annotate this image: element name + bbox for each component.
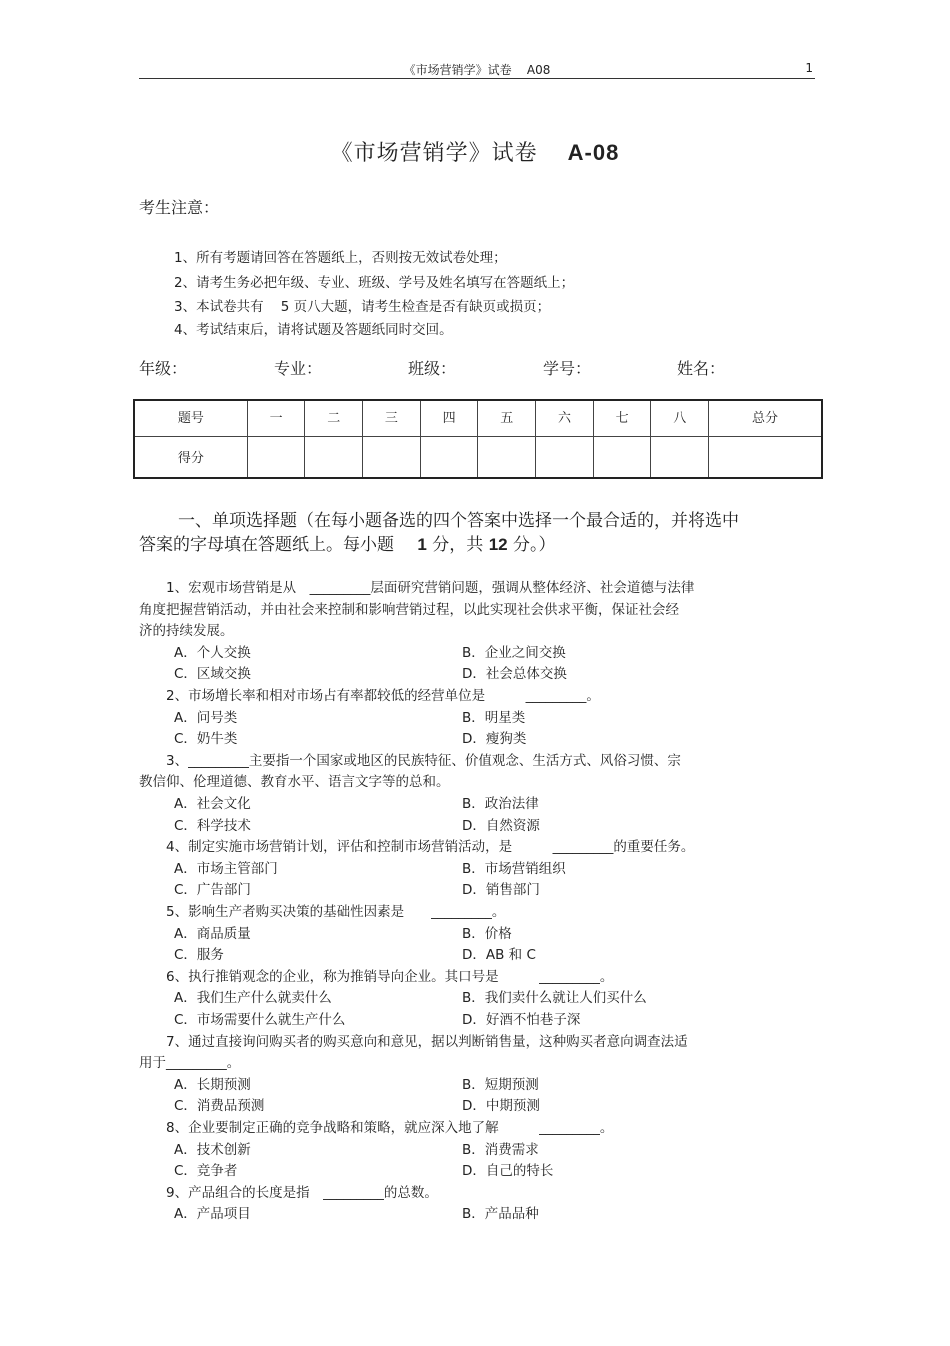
score-header-cell: 一 <box>247 400 305 436</box>
student-id-label: 学号： <box>543 359 592 378</box>
header-title: 《市场营销学》试卷 A08 <box>403 63 551 77</box>
answer-option: A．问号类 <box>174 709 238 726</box>
answer-option: D．瘦狗类 <box>462 731 527 748</box>
answer-option: A．商品质量 <box>174 925 251 942</box>
section-instruction: 答案的字母填在答题纸上。每小题 <box>139 535 394 555</box>
answer-option: B．企业之间交换 <box>462 644 566 661</box>
question-text: 2、市场增长率和相对市场占有率都较低的经营单位是 _________。 <box>139 688 600 704</box>
major-label: 专业： <box>274 359 323 378</box>
points-per-question: 1 <box>417 535 427 554</box>
score-header-cell: 题号 <box>134 400 247 436</box>
score-cell <box>247 436 305 478</box>
question-text: 1、宏观市场营销是从 _________层面研究营销问题，强调从整体经济、社会道德与法律 <box>139 580 695 596</box>
score-header-cell: 七 <box>593 400 651 436</box>
answer-option: C．区域交换 <box>174 666 251 683</box>
score-cell <box>305 436 363 478</box>
question-text: 9、产品组合的长度是指 _________的总数。 <box>139 1184 438 1201</box>
answer-option: D．自己的特长 <box>462 1163 554 1180</box>
question-text: 6、执行推销观念的企业，称为推销导向企业。其口号是 _________。 <box>139 968 614 985</box>
score-cell <box>363 436 421 478</box>
section-instruction: 分。） <box>513 535 556 555</box>
score-header-cell: 六 <box>536 400 594 436</box>
score-cell <box>478 436 536 478</box>
page-number: 1 <box>805 61 813 75</box>
answer-option: D．自然资源 <box>462 817 540 834</box>
answer-option: D．社会总体交换 <box>462 666 567 683</box>
score-header-cell: 总分 <box>709 400 822 436</box>
class-label: 班级： <box>408 359 457 378</box>
answer-option: B．我们卖什么就让人们买什么 <box>462 990 647 1007</box>
notice-item: 4、考试结束后，请将试题及答题纸同时交回。 <box>174 322 453 338</box>
answer-option: A．技术创新 <box>174 1141 251 1158</box>
score-cell <box>536 436 594 478</box>
score-row-label: 得分 <box>134 436 247 478</box>
answer-option: A．社会文化 <box>174 796 251 812</box>
answer-option: B．价格 <box>462 925 512 942</box>
answer-option: D．AB 和 C <box>462 947 536 964</box>
question-text: 7、通过直接询问购买者的购买意向和意见，据以判断销售量，这种购买者意向调查法适 <box>139 1033 688 1050</box>
score-cell <box>593 436 651 478</box>
notice-heading: 考生注意： <box>139 198 220 217</box>
question-text: 用于_________。 <box>139 1055 241 1072</box>
answer-option: A．产品项目 <box>174 1206 251 1223</box>
score-cell <box>709 436 822 478</box>
score-cell <box>651 436 709 478</box>
question-text: 角度把握营销活动，并由社会来控制和影响营销过程，以此实现社会供求平衡，保证社会经 <box>139 601 679 618</box>
total-points: 12 <box>488 535 508 554</box>
section-heading-line1: 一、单项选择题（在每小题备选的四个答案中选择一个最合适的，并将选中 <box>178 511 739 531</box>
answer-option: B．市场营销组织 <box>462 860 566 877</box>
answer-option: B．明星类 <box>462 709 526 726</box>
section-instruction: 分，共 <box>432 535 484 555</box>
answer-option: C．竞争者 <box>174 1163 238 1180</box>
answer-option: B．产品品种 <box>462 1206 539 1223</box>
score-header-cell: 二 <box>305 400 363 436</box>
question-text: 济的持续发展。 <box>139 623 234 640</box>
exam-title-main: 《市场营销学》试卷 <box>330 141 538 166</box>
answer-option: A．长期预测 <box>174 1076 251 1093</box>
answer-option: C．消费品预测 <box>174 1098 265 1115</box>
grade-label: 年级： <box>139 359 188 378</box>
answer-option: A．个人交换 <box>174 644 251 661</box>
answer-option: C．服务 <box>174 947 224 964</box>
answer-option: C．市场需要什么就生产什么 <box>174 1012 346 1028</box>
section-heading-line2 <box>139 530 556 555</box>
score-header-cell: 四 <box>420 400 478 436</box>
answer-option: A．我们生产什么就卖什么 <box>174 990 332 1007</box>
answer-option: C．广告部门 <box>174 882 251 899</box>
answer-option: B．消费需求 <box>462 1141 539 1158</box>
exam-code: A-08 <box>567 140 620 165</box>
score-table-header-row <box>134 400 822 436</box>
exam-title <box>0 136 950 167</box>
answer-option: A．市场主管部门 <box>174 860 278 877</box>
name-label: 姓名： <box>677 359 726 378</box>
answer-option: B．短期预测 <box>462 1076 539 1093</box>
score-cell <box>420 436 478 478</box>
score-header-cell: 八 <box>651 400 709 436</box>
question-text: 4、制定实施市场营销计划，评估和控制市场营销活动，是 _________的重要任务。 <box>139 839 695 856</box>
question-text: 5、影响生产者购买决策的基础性因素是 _________。 <box>139 904 506 920</box>
answer-option: D．中期预测 <box>462 1098 540 1115</box>
page-header <box>139 58 815 79</box>
notice-item: 1、所有考题请回答在答题纸上，否则按无效试卷处理； <box>174 250 507 266</box>
score-table-score-row <box>134 436 822 478</box>
score-header-cell: 五 <box>478 400 536 436</box>
question-text: 教信仰、伦理道德、教育水平、语言文字等的总和。 <box>139 774 450 791</box>
answer-option: C．奶牛类 <box>174 731 238 748</box>
score-table <box>133 399 823 479</box>
notice-item: 2、请考生务必把年级、专业、班级、学号及姓名填写在答题纸上； <box>174 275 575 291</box>
notice-item: 3、本试卷共有 5 页八大题，请考生检查是否有缺页或损页； <box>174 299 551 315</box>
question-text: 3、_________主要指一个国家或地区的民族特征、价值观念、生活方式、风俗习惯、宗 <box>139 752 681 769</box>
question-text: 8、企业要制定正确的竞争战略和策略，就应深入地了解 _________。 <box>139 1120 614 1136</box>
score-header-cell: 三 <box>363 400 421 436</box>
answer-option: C．科学技术 <box>174 817 251 834</box>
answer-option: B．政治法律 <box>462 796 539 812</box>
answer-option: D．销售部门 <box>462 882 540 899</box>
answer-option: D．好酒不怕巷子深 <box>462 1012 581 1028</box>
